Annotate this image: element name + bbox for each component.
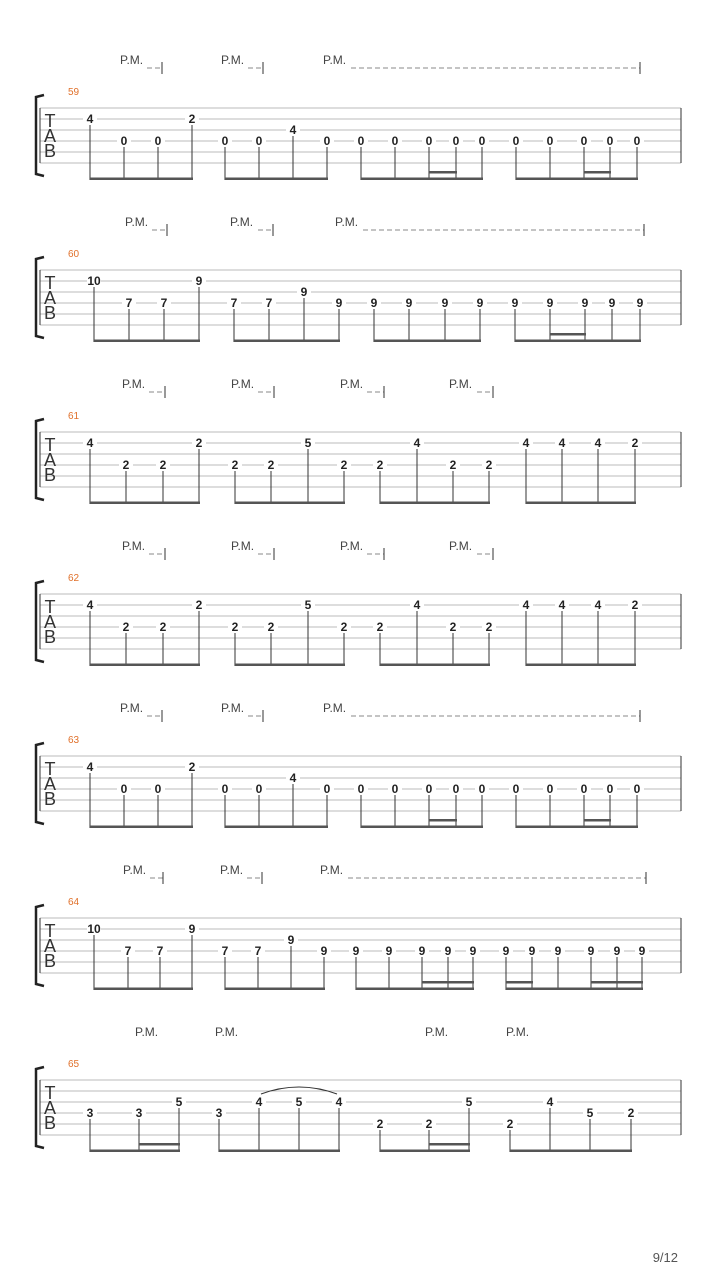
- tab-clef-a: A: [43, 773, 57, 794]
- beam-primary: [94, 988, 193, 991]
- fret-number: 9: [320, 944, 328, 959]
- tab-clef-b: B: [43, 788, 57, 809]
- fret-number: 4: [522, 598, 530, 613]
- beam-secondary: [591, 981, 643, 984]
- fret-number: 4: [413, 436, 421, 451]
- palm-mute-label: P.M.: [425, 1025, 449, 1039]
- measure-number: 61: [68, 411, 80, 422]
- palm-mute-label: P.M.: [221, 53, 245, 67]
- fret-number: 4: [594, 436, 602, 451]
- fret-number: 7: [156, 944, 164, 959]
- fret-number: 9: [370, 296, 378, 311]
- palm-mute-label: P.M.: [506, 1025, 530, 1039]
- fret-number: 4: [413, 598, 421, 613]
- fret-number: 2: [195, 598, 203, 613]
- fret-number: 0: [255, 134, 263, 149]
- beam-primary: [380, 1150, 470, 1153]
- fret-number: 0: [221, 782, 229, 797]
- fret-number: 9: [587, 944, 595, 959]
- beam-primary: [380, 502, 490, 505]
- beam-primary: [90, 826, 193, 829]
- fret-number: 2: [425, 1117, 433, 1132]
- tab-clef-b: B: [43, 950, 57, 971]
- tab-clef-b: B: [43, 464, 57, 485]
- tab-clef-a: A: [43, 449, 57, 470]
- fret-number: 9: [441, 296, 449, 311]
- palm-mute-label: P.M.: [323, 53, 347, 67]
- tab-clef-a: A: [43, 935, 57, 956]
- tab-clef-b: B: [43, 626, 57, 647]
- palm-mute-label: P.M.: [135, 1025, 159, 1039]
- tab-clef-a: A: [43, 287, 57, 308]
- fret-number: 7: [124, 944, 132, 959]
- palm-mute-label: P.M.: [221, 701, 245, 715]
- fret-number: 2: [449, 458, 457, 473]
- beam-primary: [515, 340, 641, 343]
- palm-mute-label: P.M.: [320, 863, 344, 877]
- fret-number: 0: [425, 134, 433, 149]
- palm-mute-label: P.M.: [449, 539, 473, 553]
- fret-number: 7: [125, 296, 133, 311]
- beam-primary: [235, 664, 345, 667]
- tab-clef-t: T: [44, 110, 56, 131]
- beam-primary: [219, 1150, 340, 1153]
- fret-number: 5: [175, 1095, 183, 1110]
- palm-mute-label: P.M.: [335, 215, 359, 229]
- fret-number: 2: [506, 1117, 514, 1132]
- fret-number: 9: [608, 296, 616, 311]
- beam-secondary: [584, 171, 611, 174]
- fret-number: 5: [304, 598, 312, 613]
- beam-secondary: [429, 819, 457, 822]
- beam-primary: [90, 502, 200, 505]
- fret-number: 10: [87, 274, 101, 289]
- fret-number: 2: [195, 436, 203, 451]
- fret-number: 9: [469, 944, 477, 959]
- fret-number: 2: [267, 458, 275, 473]
- beam-primary: [90, 1150, 180, 1153]
- fret-number: 0: [452, 782, 460, 797]
- beam-secondary: [422, 981, 474, 984]
- fret-number: 2: [340, 620, 348, 635]
- fret-number: 2: [631, 598, 639, 613]
- fret-number: 9: [476, 296, 484, 311]
- fret-number: 4: [558, 598, 566, 613]
- beam-primary: [225, 178, 328, 181]
- fret-number: 5: [295, 1095, 303, 1110]
- beam-primary: [516, 178, 638, 181]
- fret-number: 0: [357, 782, 365, 797]
- fret-number: 9: [546, 296, 554, 311]
- fret-number: 2: [627, 1106, 635, 1121]
- palm-mute-label: P.M.: [231, 377, 255, 391]
- fret-number: 0: [120, 134, 128, 149]
- palm-mute-label: P.M.: [120, 701, 144, 715]
- beam-primary: [506, 988, 643, 991]
- beam-primary: [510, 1150, 632, 1153]
- beam-primary: [374, 340, 481, 343]
- fret-number: 9: [502, 944, 510, 959]
- tab-clef-t: T: [44, 596, 56, 617]
- beam-primary: [235, 502, 345, 505]
- fret-number: 0: [154, 782, 162, 797]
- fret-number: 10: [87, 922, 101, 937]
- fret-number: 2: [159, 458, 167, 473]
- beam-secondary: [584, 819, 611, 822]
- fret-number: 0: [546, 782, 554, 797]
- fret-number: 0: [606, 782, 614, 797]
- fret-number: 9: [335, 296, 343, 311]
- fret-number: 4: [594, 598, 602, 613]
- fret-number: 0: [391, 134, 399, 149]
- tab-clef-a: A: [43, 1097, 57, 1118]
- fret-number: 0: [425, 782, 433, 797]
- fret-number: 9: [188, 922, 196, 937]
- fret-number: 4: [546, 1095, 554, 1110]
- tab-clef-a: A: [43, 125, 57, 146]
- palm-mute-label: P.M.: [123, 863, 147, 877]
- tab-clef-t: T: [44, 758, 56, 779]
- fret-number: 0: [120, 782, 128, 797]
- beam-primary: [225, 826, 328, 829]
- tab-clef-a: A: [43, 611, 57, 632]
- measure-number: 65: [68, 1059, 80, 1070]
- fret-number: 2: [159, 620, 167, 635]
- fret-number: 7: [160, 296, 168, 311]
- tab-clef-b: B: [43, 140, 57, 161]
- fret-number: 2: [449, 620, 457, 635]
- fret-number: 9: [613, 944, 621, 959]
- measure-number: 60: [68, 249, 80, 260]
- fret-number: 9: [554, 944, 562, 959]
- beam-secondary: [429, 171, 457, 174]
- fret-number: 4: [335, 1095, 343, 1110]
- page-number: 9/12: [652, 1250, 678, 1265]
- fret-number: 2: [340, 458, 348, 473]
- fret-number: 4: [255, 1095, 263, 1110]
- palm-mute-label: P.M.: [220, 863, 244, 877]
- fret-number: 9: [418, 944, 426, 959]
- fret-number: 2: [231, 620, 239, 635]
- beam-primary: [90, 178, 193, 181]
- fret-number: 2: [485, 620, 493, 635]
- fret-number: 4: [86, 760, 94, 775]
- palm-mute-label: P.M.: [120, 53, 144, 67]
- tab-clef-b: B: [43, 302, 57, 323]
- fret-number: 4: [86, 598, 94, 613]
- beam-primary: [516, 826, 638, 829]
- fret-number: 0: [633, 134, 641, 149]
- fret-number: 9: [511, 296, 519, 311]
- fret-number: 5: [304, 436, 312, 451]
- fret-number: 2: [188, 760, 196, 775]
- fret-number: 2: [267, 620, 275, 635]
- beam-primary: [361, 826, 483, 829]
- fret-number: 9: [636, 296, 644, 311]
- palm-mute-label: P.M.: [230, 215, 254, 229]
- fret-number: 2: [631, 436, 639, 451]
- measure-number: 64: [68, 897, 80, 908]
- measure-number: 59: [68, 87, 80, 98]
- fret-number: 0: [323, 782, 331, 797]
- fret-number: 9: [287, 933, 295, 948]
- fret-number: 9: [385, 944, 393, 959]
- palm-mute-label: P.M.: [340, 377, 364, 391]
- fret-number: 0: [580, 782, 588, 797]
- beam-secondary: [550, 333, 586, 336]
- fret-number: 2: [376, 620, 384, 635]
- fret-number: 0: [478, 134, 486, 149]
- fret-number: 0: [512, 782, 520, 797]
- beam-secondary: [139, 1143, 180, 1146]
- fret-number: 0: [478, 782, 486, 797]
- fret-number: 7: [230, 296, 238, 311]
- beam-primary: [356, 988, 474, 991]
- palm-mute-label: P.M.: [340, 539, 364, 553]
- fret-number: 9: [444, 944, 452, 959]
- beam-secondary: [429, 1143, 470, 1146]
- fret-number: 2: [376, 458, 384, 473]
- palm-mute-label: P.M.: [122, 377, 146, 391]
- palm-mute-label: P.M.: [122, 539, 146, 553]
- fret-number: 2: [485, 458, 493, 473]
- fret-number: 5: [465, 1095, 473, 1110]
- fret-number: 4: [86, 112, 94, 127]
- fret-number: 4: [86, 436, 94, 451]
- fret-number: 2: [231, 458, 239, 473]
- fret-number: 9: [528, 944, 536, 959]
- measure-number: 62: [68, 573, 80, 584]
- fret-number: 4: [558, 436, 566, 451]
- fret-number: 0: [633, 782, 641, 797]
- fret-number: 3: [86, 1106, 94, 1121]
- palm-mute-label: P.M.: [215, 1025, 239, 1039]
- fret-number: 3: [215, 1106, 223, 1121]
- fret-number: 0: [391, 782, 399, 797]
- fret-number: 4: [289, 771, 297, 786]
- beam-primary: [380, 664, 490, 667]
- fret-number: 0: [221, 134, 229, 149]
- fret-number: 9: [352, 944, 360, 959]
- fret-number: 5: [586, 1106, 594, 1121]
- fret-number: 2: [188, 112, 196, 127]
- fret-number: 0: [452, 134, 460, 149]
- palm-mute-label: P.M.: [231, 539, 255, 553]
- fret-number: 9: [300, 285, 308, 300]
- beam-primary: [361, 178, 483, 181]
- fret-number: 0: [580, 134, 588, 149]
- beam-primary: [94, 340, 200, 343]
- fret-number: 0: [323, 134, 331, 149]
- beam-primary: [526, 502, 636, 505]
- fret-number: 7: [265, 296, 273, 311]
- fret-number: 9: [638, 944, 646, 959]
- beam-primary: [234, 340, 340, 343]
- palm-mute-label: P.M.: [323, 701, 347, 715]
- fret-number: 4: [522, 436, 530, 451]
- fret-number: 0: [606, 134, 614, 149]
- tab-clef-t: T: [44, 434, 56, 455]
- fret-number: 9: [581, 296, 589, 311]
- fret-number: 0: [255, 782, 263, 797]
- tab-clef-t: T: [44, 272, 56, 293]
- beam-primary: [225, 988, 325, 991]
- fret-number: 2: [376, 1117, 384, 1132]
- measure-number: 63: [68, 735, 80, 746]
- tab-clef-t: T: [44, 1082, 56, 1103]
- palm-mute-label: P.M.: [449, 377, 473, 391]
- beam-primary: [526, 664, 636, 667]
- fret-number: 0: [512, 134, 520, 149]
- fret-number: 2: [122, 620, 130, 635]
- tab-clef-t: T: [44, 920, 56, 941]
- fret-number: 2: [122, 458, 130, 473]
- fret-number: 0: [546, 134, 554, 149]
- beam-primary: [90, 664, 200, 667]
- fret-number: 0: [154, 134, 162, 149]
- fret-number: 4: [289, 123, 297, 138]
- fret-number: 3: [135, 1106, 143, 1121]
- tab-clef-b: B: [43, 1112, 57, 1133]
- palm-mute-label: P.M.: [125, 215, 149, 229]
- fret-number: 9: [195, 274, 203, 289]
- fret-number: 9: [405, 296, 413, 311]
- beam-secondary: [506, 981, 533, 984]
- fret-number: 7: [221, 944, 229, 959]
- fret-number: 0: [357, 134, 365, 149]
- fret-number: 7: [254, 944, 262, 959]
